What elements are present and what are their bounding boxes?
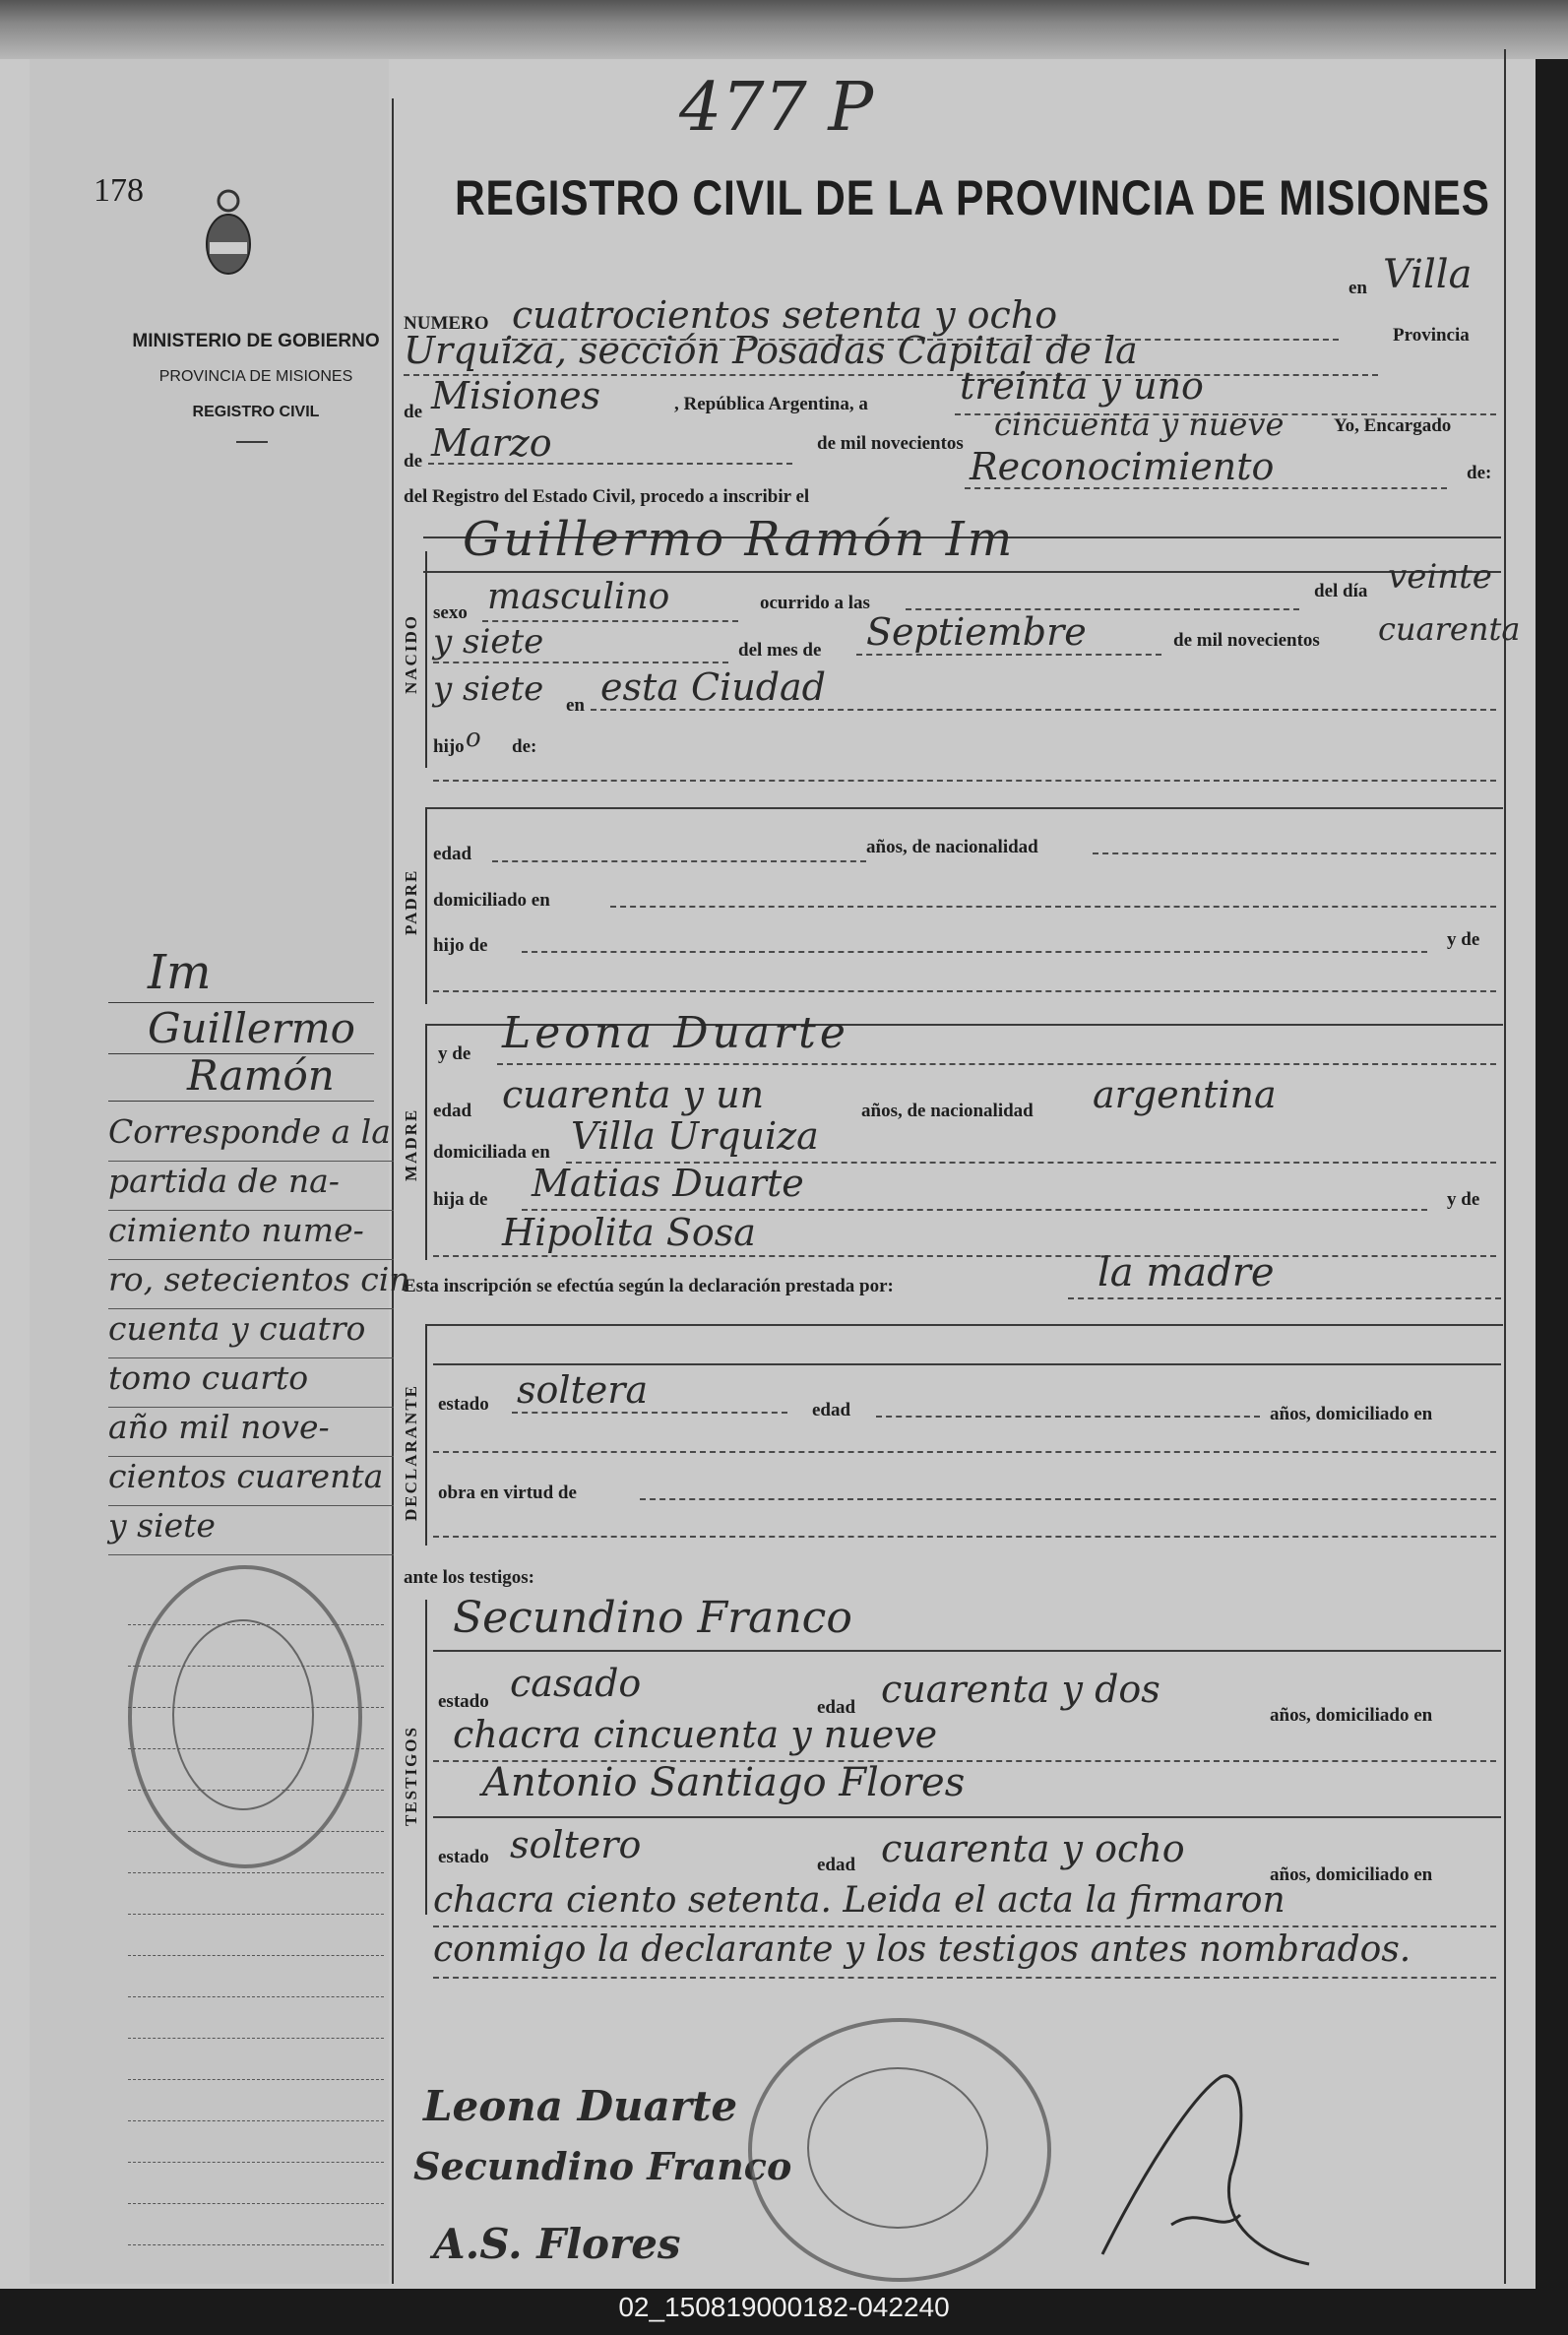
testigo1-anios-label: años, domiciliado en <box>1270 1705 1433 1726</box>
hijo-suffix: o <box>466 724 481 753</box>
ministry-underline <box>236 441 268 443</box>
margin-ruled-line <box>128 2120 384 2121</box>
ocurrido-label: ocurrido a las <box>760 593 870 613</box>
nacido-lugar-value: esta Ciudad <box>600 665 827 709</box>
mes-line <box>428 463 792 465</box>
madre-y-de-label: y de <box>438 1043 471 1064</box>
madre-edad-value: cuarenta y un <box>502 1073 765 1116</box>
declarante-bracket <box>425 1324 427 1546</box>
declaracion-label: Esta inscripción se efectúa según la declaración prestada por: <box>404 1276 894 1296</box>
margin-ruled-line <box>128 1872 384 1873</box>
madre-anios-label: años, de nacionalidad <box>861 1101 1034 1121</box>
sexo-label: sexo <box>433 602 468 623</box>
testigos-bracket <box>425 1600 427 1915</box>
hijo-line <box>433 780 1496 782</box>
provincia-value: Misiones <box>431 374 601 417</box>
margin-note-line: Corresponde a la <box>108 1112 394 1162</box>
padre-hijo-label: hijo de <box>433 935 488 956</box>
fecha-mes-value: Marzo <box>431 421 552 465</box>
nombre-value: Guillermo Ramón Im <box>463 512 1016 567</box>
firma-flores: A.S. Flores <box>433 2220 681 2268</box>
testigo2-edad: cuarenta y ocho <box>881 1827 1185 1870</box>
padre-anios-label: años, de nacionalidad <box>866 837 1038 857</box>
madre-nombre-line <box>497 1063 1496 1065</box>
mes2-line <box>856 654 1161 656</box>
ministry-province: PROVINCIA DE MISIONES <box>158 368 353 385</box>
madre-edad-label: edad <box>433 1101 472 1121</box>
declaracion-line <box>1068 1297 1501 1299</box>
cierre-line <box>433 1977 1496 1979</box>
padre-edad-label: edad <box>433 844 472 864</box>
margin-surname: Im <box>148 945 212 1000</box>
padre-label: PADRE <box>402 868 420 935</box>
padre-y-de-label: y de <box>1447 929 1480 950</box>
margin-name: Guillermo <box>148 1004 355 1052</box>
madre-padre-value: Matias Duarte <box>532 1162 804 1205</box>
margin-rule-1 <box>108 1002 374 1003</box>
nombre-bottom-rule <box>423 571 1501 573</box>
testigo2-edad-label: edad <box>817 1855 856 1875</box>
testigo1-nombre: Secundino Franco <box>453 1593 852 1643</box>
nacido-dia-value: veinte <box>1388 557 1492 597</box>
testigo2-estado-label: estado <box>438 1847 489 1867</box>
page-binding-edge <box>0 0 1568 59</box>
firma-leona-duarte: Leona Duarte <box>423 2082 738 2130</box>
madre-nacionalidad-value: argentina <box>1093 1073 1277 1116</box>
official-signature <box>1083 2057 1319 2274</box>
margin-note-line: cimiento nume- <box>108 1211 394 1260</box>
de-label: de <box>404 402 422 422</box>
margin-note-line: y siete <box>108 1506 394 1555</box>
padre-top-rule <box>425 807 1503 809</box>
numero-label: NUMERO <box>404 313 489 334</box>
declarante-top-rule <box>425 1324 1503 1326</box>
padre-nac-line <box>1093 852 1496 854</box>
margin-annotation <box>108 1112 410 1555</box>
testigo1-estado: casado <box>510 1662 642 1705</box>
nacido-label: NACIDO <box>402 614 420 694</box>
declarante-obra-line <box>640 1498 1496 1500</box>
right-edge <box>1504 49 1506 2284</box>
del-dia-label: del día <box>1314 581 1368 601</box>
nacido-bracket <box>425 551 427 768</box>
declarante-label: DECLARANTE <box>402 1383 420 1521</box>
testigo1-estado-label: estado <box>438 1691 489 1712</box>
margin-ruled-line <box>128 1831 384 1832</box>
testigo2-nombre: Antonio Santiago Flores <box>482 1760 966 1805</box>
margin-ruled-line <box>128 2203 384 2204</box>
madre-domiciliada-label: domiciliada en <box>433 1142 550 1163</box>
margin-ruled-line <box>128 1996 384 1997</box>
coat-of-arms-emblem <box>202 187 255 285</box>
mil-label: de mil novecientos <box>817 433 964 454</box>
madre-nombre-value: Leona Duarte <box>502 1008 849 1058</box>
registry-stamp-bottom-inner <box>807 2067 988 2229</box>
margin-note-line: partida de na- <box>108 1162 394 1211</box>
margin-ruled-line <box>128 2038 384 2039</box>
nacido-anio-value2: y siete <box>433 669 544 709</box>
nacido-mil-label: de mil novecientos <box>1173 630 1320 651</box>
declarante-dom-line <box>433 1451 1496 1453</box>
madre-y-de2-label: y de <box>1447 1189 1480 1210</box>
madre-domicilio-value: Villa Urquiza <box>571 1114 819 1158</box>
acto-line <box>965 487 1447 489</box>
numero-value: cuatrocientos setenta y ocho <box>512 293 1058 337</box>
padre-abuela-line <box>433 990 1496 992</box>
declaracion-value: la madre <box>1098 1250 1275 1295</box>
margin-note-line: cientos cuarenta <box>108 1457 394 1506</box>
margin-rule-3 <box>108 1101 374 1102</box>
republica-label: , República Argentina, a <box>674 394 868 414</box>
margin-ruled-line <box>128 1914 384 1915</box>
footer-file-code: 02_150819000182-042240 <box>618 2292 950 2322</box>
madre-abuela-line <box>433 1255 1496 1257</box>
en-value: Villa <box>1383 252 1473 297</box>
ministry-registry: REGISTRO CIVIL <box>192 404 320 420</box>
testigo2-estado: soltero <box>510 1823 642 1866</box>
ante-testigos-label: ante los testigos: <box>404 1567 534 1588</box>
ministry-name: MINISTERIO DE GOBIERNO <box>132 331 380 351</box>
padre-dom-line <box>610 906 1496 908</box>
padre-bracket <box>425 807 427 1004</box>
nacido-en-label: en <box>566 695 585 716</box>
madre-hija-label: hija de <box>433 1189 488 1210</box>
en-label: en <box>1348 278 1367 298</box>
declarante-name-rule <box>433 1363 1501 1365</box>
madre-label: MADRE <box>402 1107 420 1181</box>
margin-ruled-line <box>128 1707 384 1708</box>
margin-ruled-line <box>128 1624 384 1625</box>
acto-value: Reconocimiento <box>970 445 1275 488</box>
margin-ruled-line <box>128 2079 384 2080</box>
nacido-anio-value: cuarenta <box>1378 610 1521 648</box>
declarante-edad-label: edad <box>812 1400 851 1420</box>
lugar-line <box>591 709 1496 711</box>
declarante-obra-label: obra en virtud de <box>438 1483 577 1503</box>
page-title: REGISTRO CIVIL DE LA PROVINCIA DE MISIONES <box>455 170 1490 225</box>
cierre-text: conmigo la declarante y los testigos antes nombrados. <box>433 1929 1411 1970</box>
margin-note-line: año mil nove- <box>108 1408 394 1457</box>
nacido-dia-value2: y siete <box>433 622 544 662</box>
de2-label: de <box>404 451 422 472</box>
fecha-dia-value: treinta y uno <box>960 364 1204 408</box>
declarante-estado-value: soltera <box>517 1368 649 1412</box>
encargado-label: Yo, Encargado <box>1334 415 1452 436</box>
testigos-label: TESTIGOS <box>402 1726 420 1826</box>
de3-label: de: <box>1467 463 1492 483</box>
margin-ruled-lines <box>128 1624 384 2264</box>
declarante-estado-label: estado <box>438 1394 489 1415</box>
margin-note-line: tomo cuarto <box>108 1358 394 1408</box>
declarante-edad-line <box>876 1416 1260 1418</box>
padre-edad-line <box>492 860 866 862</box>
testigo1-domicilio: chacra cincuenta y nueve <box>453 1713 938 1756</box>
dia2-line <box>433 662 728 663</box>
testigo1-edad: cuarenta y dos <box>881 1668 1160 1711</box>
margin-ruled-line <box>128 1666 384 1667</box>
declarante-extra-line <box>433 1536 1496 1538</box>
testigo2-domicilio: chacra ciento setenta. Leida el acta la firmaron <box>433 1880 1286 1921</box>
testigo2-dom-line <box>433 1925 1496 1927</box>
sexo-value: masculino <box>487 577 670 617</box>
nacido-mes-value: Septiembre <box>866 610 1087 654</box>
registro-label: del Registro del Estado Civil, procedo a inscribir el <box>404 486 810 507</box>
provincia-label: Provincia <box>1393 325 1470 346</box>
margin-ruled-line <box>128 2244 384 2245</box>
testigo1-edad-label: edad <box>817 1697 856 1718</box>
madre-madre-value: Hipolita Sosa <box>502 1211 756 1254</box>
padre-domiciliado-label: domiciliado en <box>433 890 550 911</box>
madre-bracket <box>425 1024 427 1260</box>
declarante-anios-label: años, domiciliado en <box>1270 1404 1433 1424</box>
hijo-de-label: de: <box>512 736 537 757</box>
lugar-value: Urquiza, sección Posadas Capital de la <box>404 329 1138 372</box>
margin-ruled-line <box>128 1748 384 1749</box>
padre-hijo-line <box>522 951 1427 953</box>
testigo2-nombre-rule <box>433 1816 1501 1818</box>
page-number: 178 <box>94 172 144 209</box>
margin-note-line: cuenta y cuatro <box>108 1309 394 1358</box>
handwritten-reference: 477 P <box>679 69 874 147</box>
fecha-anio-value: cincuenta y nueve <box>994 406 1285 443</box>
margin-name2: Ramón <box>187 1051 335 1100</box>
del-mes-label: del mes de <box>738 640 822 661</box>
testigo1-nombre-rule <box>433 1650 1501 1652</box>
margin-ruled-line <box>128 1955 384 1956</box>
declarante-estado-line <box>512 1412 787 1414</box>
firma-secundino-franco: Secundino Franco <box>413 2144 792 2188</box>
margin-ruled-line <box>128 1790 384 1791</box>
hijo-label: hijo <box>433 736 465 757</box>
margin-ruled-line <box>128 2162 384 2163</box>
margin-note-line: ro, setecientos cin <box>108 1260 394 1309</box>
testigo2-anios-label: años, domiciliado en <box>1270 1864 1433 1885</box>
